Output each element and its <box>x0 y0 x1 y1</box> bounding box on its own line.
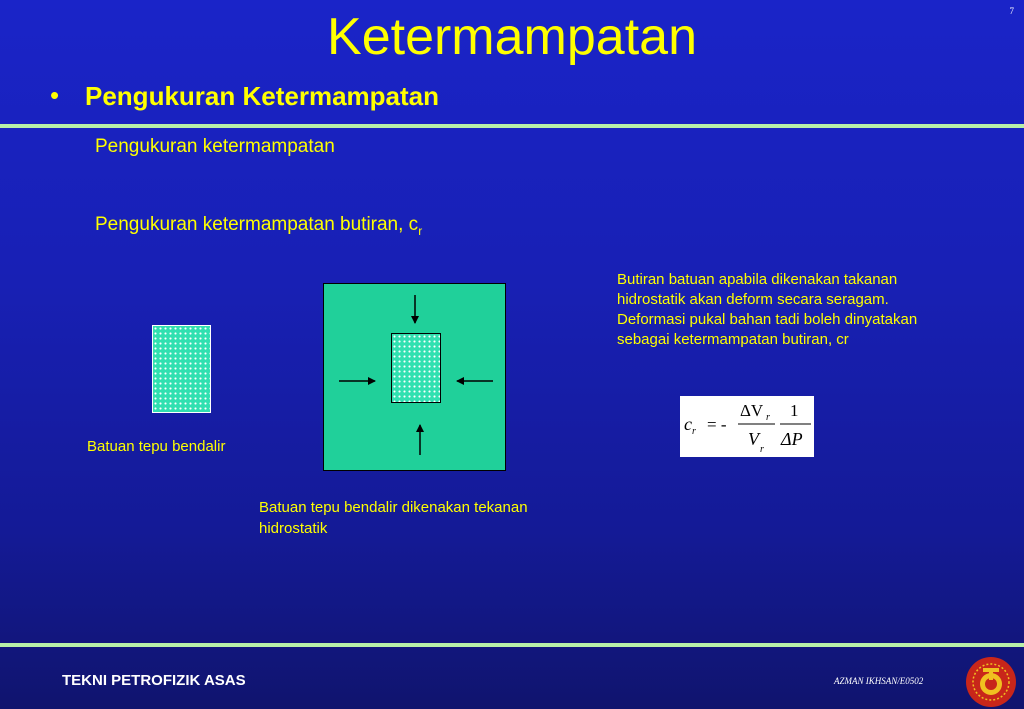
formula-lhs-sub: r <box>692 426 696 437</box>
formula-equals: = - <box>707 415 727 434</box>
footer-author: AZMAN IKHSAN/E0502 <box>834 676 924 686</box>
pressure-arrows <box>323 283 506 471</box>
top-divider <box>0 124 1024 128</box>
formula-num1: ΔV <box>740 401 764 420</box>
bullet-heading: Pengukuran Ketermampatan <box>85 81 439 111</box>
sub-heading-2-subscript: r <box>418 223 423 238</box>
formula-den1-sub: r <box>760 444 764 455</box>
sub-heading-1: Pengukuran ketermampatan <box>95 136 335 157</box>
saturated-rock-sample <box>152 325 211 413</box>
footer-course-title: TEKNI PETROFIZIK ASAS <box>62 672 246 689</box>
page-number: 7 <box>1009 6 1014 16</box>
formula-num1-sub: r <box>766 412 770 423</box>
compressibility-formula <box>680 396 814 457</box>
bottom-divider <box>0 643 1024 647</box>
pressure-box-label: Batuan tepu bendalir dikenakan tekanan hidrostatik <box>259 499 528 537</box>
bullet-icon: • <box>50 80 60 110</box>
sub-heading-2-text: Pengukuran ketermampatan butiran, c <box>95 214 419 235</box>
formula-den2: ΔP <box>781 429 803 449</box>
formula-num2: 1 <box>790 401 799 420</box>
sub-heading-2 <box>95 214 422 238</box>
slide-title: Ketermampatan <box>327 8 697 66</box>
formula-den1: V <box>748 429 759 449</box>
university-logo-icon <box>965 656 1017 708</box>
rock-sample-label: Batuan tepu bendalir <box>87 438 226 455</box>
formula-lhs: c <box>684 414 692 434</box>
description-text: Butiran batuan apabila dikenakan takanan hidrostatik akan deform secara seragam. Deformasi pukal bahan tadi boleh dinyatakan sebagai ketermampatan butiran, cr <box>617 271 918 348</box>
